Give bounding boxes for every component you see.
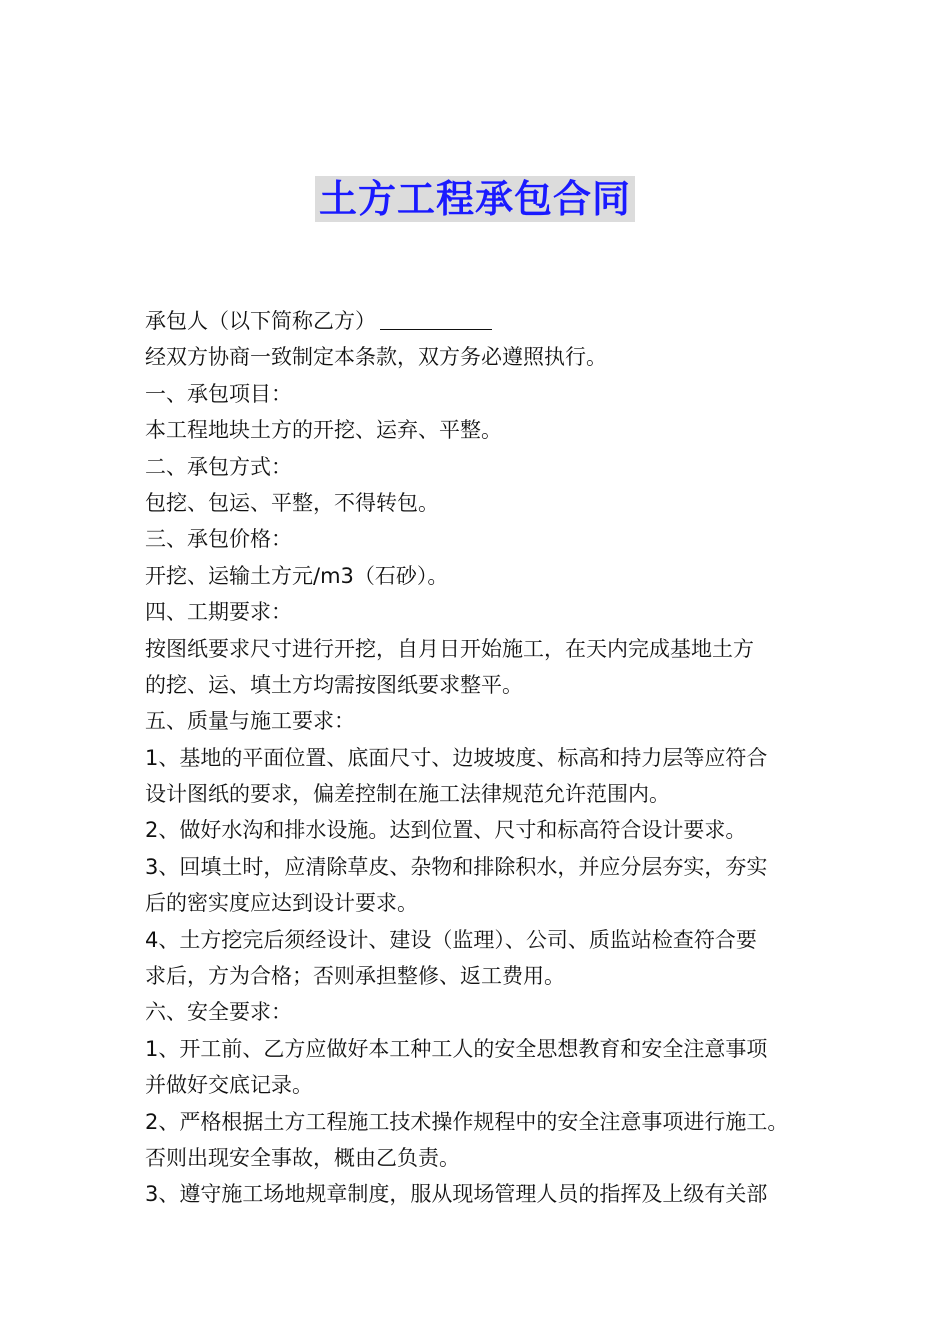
contractor-label: 承包人（以下简称乙方） bbox=[145, 309, 376, 333]
section-heading: 六、安全要求： bbox=[145, 1000, 292, 1025]
paragraph-line: 3、遵守施工场地规章制度，服从现场管理人员的指挥及上级有关部 bbox=[145, 1182, 768, 1207]
section-heading: 四、工期要求： bbox=[145, 600, 292, 625]
title-container bbox=[0, 176, 950, 222]
paragraph-line: 的挖、运、填土方均需按图纸要求整平。 bbox=[145, 672, 523, 697]
paragraph-line: 开挖、运输土方元/m3（石砂）。 bbox=[145, 563, 449, 588]
paragraph-line: 1、开工前、乙方应做好本工种工人的安全思想教育和安全注意事项 bbox=[145, 1036, 768, 1061]
document-title: 土方工程承包合同 bbox=[315, 176, 635, 222]
paragraph-line: 设计图纸的要求，偏差控制在施工法律规范允许范围内。 bbox=[145, 782, 670, 807]
contractor-blank-field bbox=[380, 305, 492, 330]
paragraph-line: 3、回填土时，应清除草皮、杂物和排除积水，并应分层夯实，夯实 bbox=[145, 854, 768, 879]
section-heading: 一、承包项目： bbox=[145, 381, 292, 406]
paragraph-line: 否则出现安全事故，概由乙负责。 bbox=[145, 1145, 460, 1170]
paragraph-line: 1、基地的平面位置、底面尺寸、边坡坡度、标高和持力层等应符合 bbox=[145, 745, 768, 770]
section-heading: 二、承包方式： bbox=[145, 454, 292, 479]
paragraph-line: 2、做好水沟和排水设施。达到位置、尺寸和标高符合设计要求。 bbox=[145, 818, 747, 843]
section-heading: 三、承包价格： bbox=[145, 527, 292, 552]
paragraph-line: 按图纸要求尺寸进行开挖，自月日开始施工，在天内完成基地土方 bbox=[145, 636, 754, 661]
paragraph-line: 求后，方为合格；否则承担整修、返工费用。 bbox=[145, 964, 565, 989]
section-heading: 五、质量与施工要求： bbox=[145, 709, 355, 734]
paragraph-line: 并做好交底记录。 bbox=[145, 1073, 313, 1098]
paragraph-line: 后的密实度应达到设计要求。 bbox=[145, 891, 418, 916]
paragraph-line: 包挖、包运、平整，不得转包。 bbox=[145, 490, 439, 515]
document-body bbox=[145, 303, 815, 1213]
paragraph-line: 4、土方挖完后须经设计、建设（监理）、公司、质监站检查符合要 bbox=[145, 927, 757, 952]
paragraph-line: 2、严格根据土方工程施工技术操作规程中的安全注意事项进行施工。 bbox=[145, 1109, 789, 1134]
contractor-line bbox=[145, 303, 815, 339]
paragraph-line: 经双方协商一致制定本条款，双方务必遵照执行。 bbox=[145, 345, 607, 370]
paragraph-line: 本工程地块土方的开挖、运弃、平整。 bbox=[145, 418, 502, 443]
